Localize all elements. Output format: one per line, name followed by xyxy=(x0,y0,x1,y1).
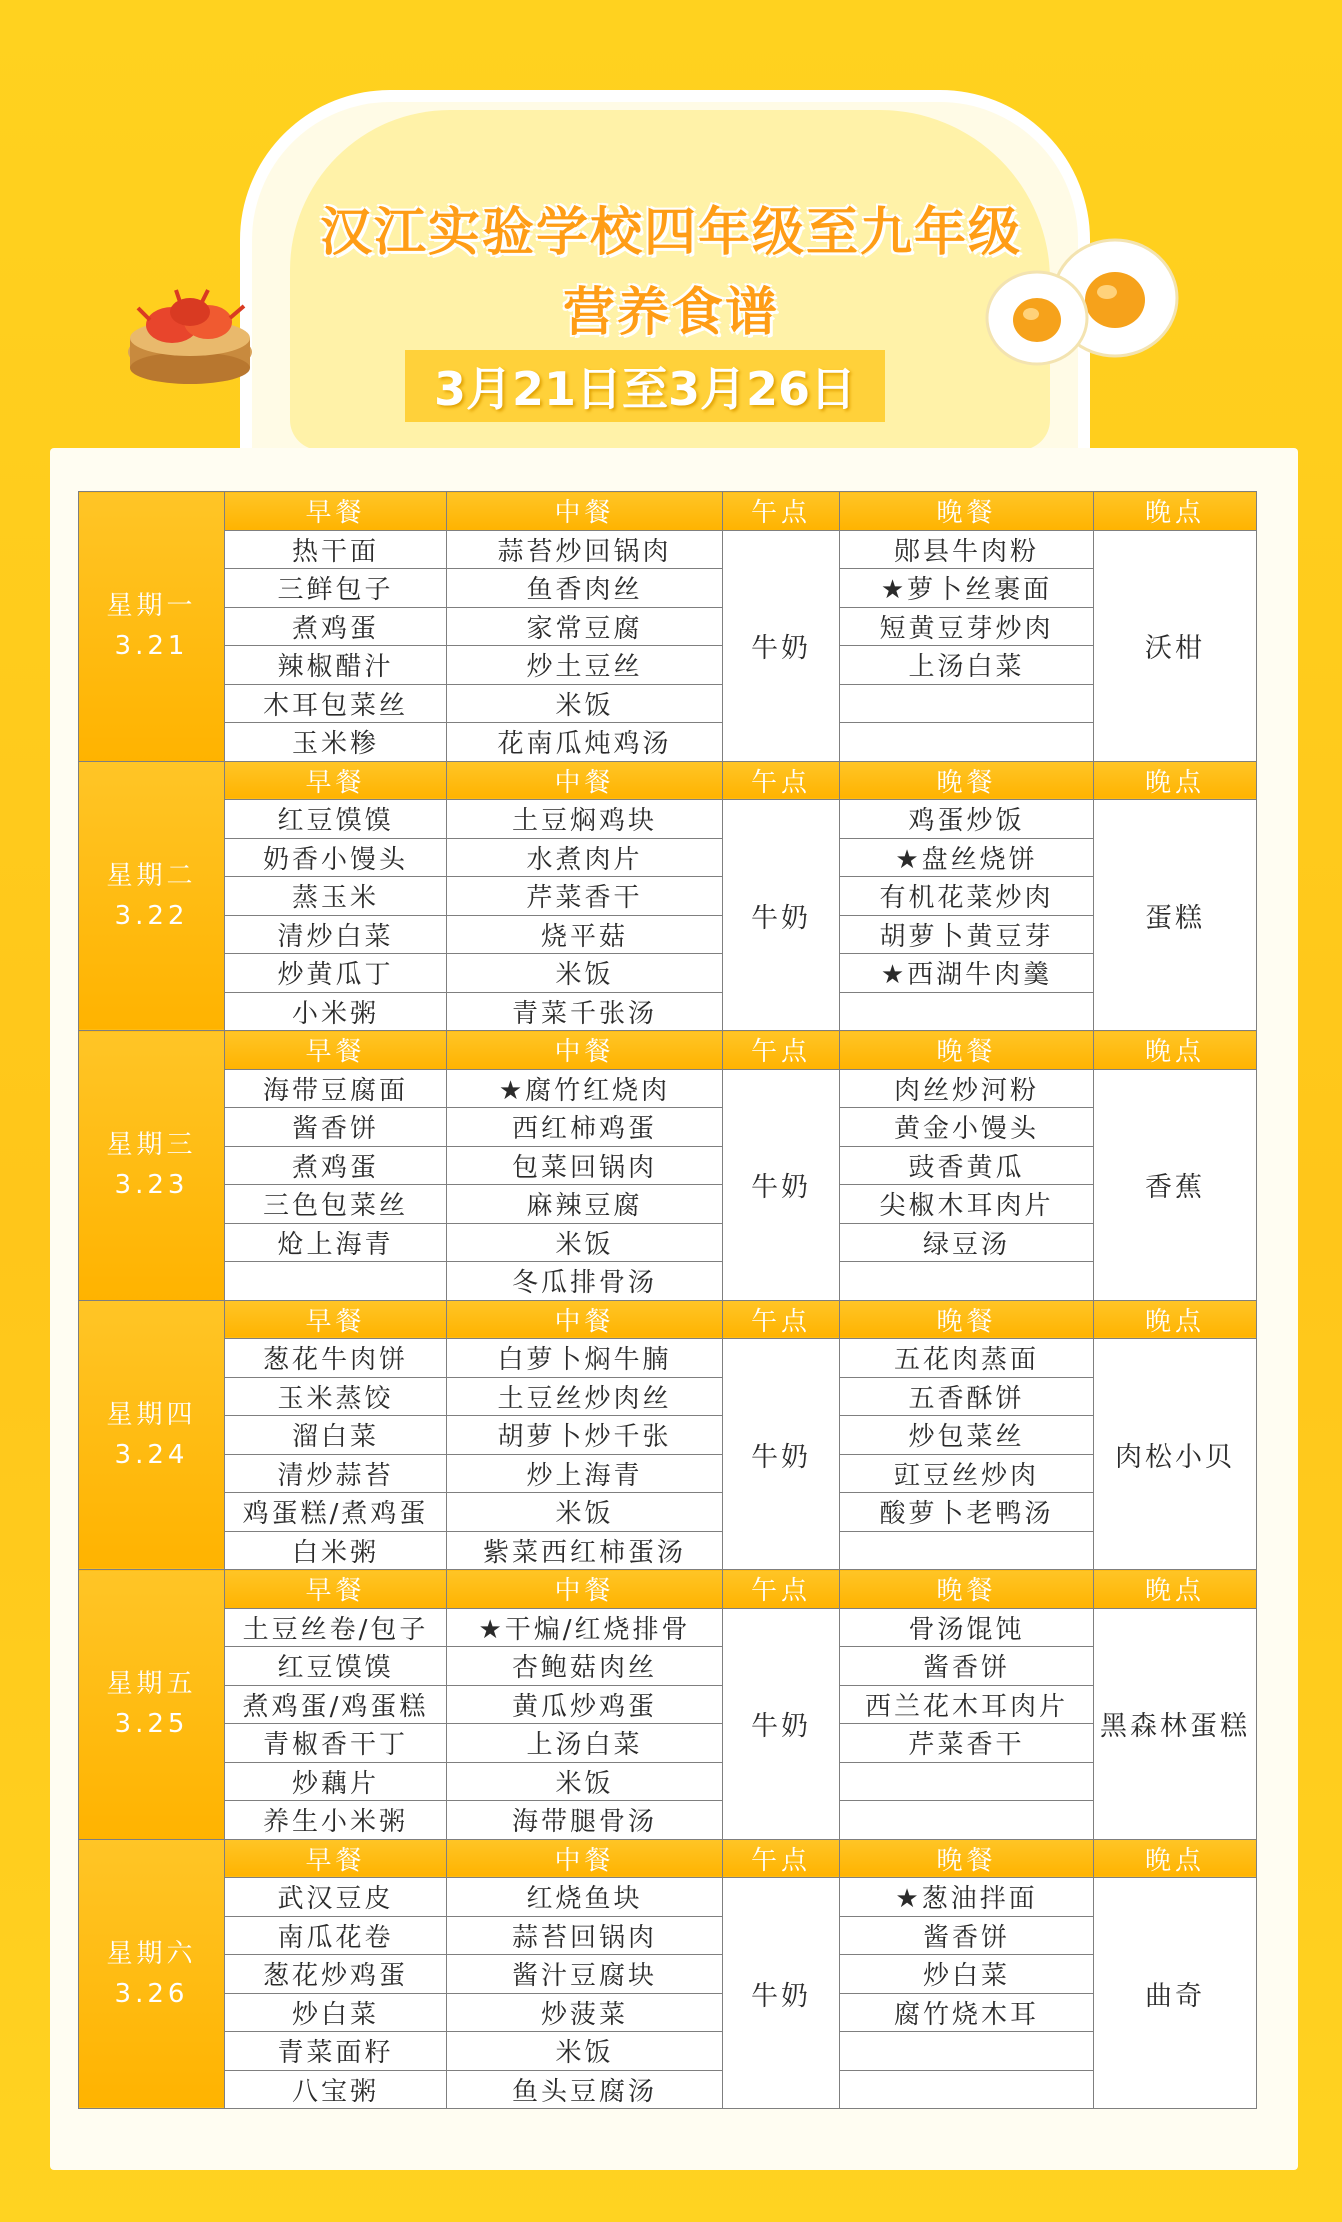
column-header: 早餐 xyxy=(225,1570,447,1609)
lunch-item: 白萝卜焖牛腩 xyxy=(447,1339,723,1378)
table-row xyxy=(79,1993,1257,2032)
table-row xyxy=(79,1454,1257,1493)
dinner-item xyxy=(840,992,1094,1031)
breakfast-item: 玉米糁 xyxy=(225,723,447,762)
dinner-item: 胡萝卜黄豆芽 xyxy=(840,915,1094,954)
breakfast-item: 煮鸡蛋/鸡蛋糕 xyxy=(225,1685,447,1724)
table-row xyxy=(79,1223,1257,1262)
dinner-item: 五香酥饼 xyxy=(840,1377,1094,1416)
breakfast-item: 木耳包菜丝 xyxy=(225,684,447,723)
lunch-item: 芹菜香干 xyxy=(447,877,723,916)
day-label xyxy=(79,1300,225,1570)
table-row xyxy=(79,1262,1257,1301)
column-header: 午点 xyxy=(723,492,840,531)
table-row xyxy=(79,1108,1257,1147)
table-row xyxy=(79,2070,1257,2109)
lunch-item: 土豆丝炒肉丝 xyxy=(447,1377,723,1416)
column-header: 午点 xyxy=(723,1031,840,1070)
weekday: 星期二 xyxy=(106,860,197,891)
night-snack: 肉松小贝 xyxy=(1094,1339,1257,1570)
table-row xyxy=(79,1647,1257,1686)
dinner-item: 炒白菜 xyxy=(840,1955,1094,1994)
breakfast-item: 热干面 xyxy=(225,530,447,569)
afternoon-snack: 牛奶 xyxy=(723,1608,840,1839)
table-row xyxy=(79,646,1257,685)
table-row xyxy=(79,838,1257,877)
column-header: 晚餐 xyxy=(840,761,1094,800)
lunch-item: 黄瓜炒鸡蛋 xyxy=(447,1685,723,1724)
afternoon-snack: 牛奶 xyxy=(723,1069,840,1300)
day-header-row xyxy=(79,1300,1257,1339)
lunch-item: ★干煸/红烧排骨 xyxy=(447,1608,723,1647)
weekday: 星期四 xyxy=(106,1399,197,1430)
lunch-item: 麻辣豆腐 xyxy=(447,1185,723,1224)
table-row xyxy=(79,2032,1257,2071)
night-snack: 蛋糕 xyxy=(1094,800,1257,1031)
dinner-item: 绿豆汤 xyxy=(840,1223,1094,1262)
day-header-row xyxy=(79,761,1257,800)
dinner-item: 西兰花木耳肉片 xyxy=(840,1685,1094,1724)
table-row xyxy=(79,915,1257,954)
lunch-item: 米饭 xyxy=(447,1493,723,1532)
lunch-item: 米饭 xyxy=(447,1762,723,1801)
weekday: 星期一 xyxy=(106,591,197,622)
column-header: 早餐 xyxy=(225,1031,447,1070)
breakfast-item: 辣椒醋汁 xyxy=(225,646,447,685)
breakfast-item: 南瓜花卷 xyxy=(225,1916,447,1955)
lunch-item: 上汤白菜 xyxy=(447,1724,723,1763)
breakfast-item: 煮鸡蛋 xyxy=(225,607,447,646)
table-row xyxy=(79,877,1257,916)
column-header: 中餐 xyxy=(447,761,723,800)
dinner-item: 鸡蛋炒饭 xyxy=(840,800,1094,839)
table-row xyxy=(79,1146,1257,1185)
night-snack: 黑森林蛋糕 xyxy=(1094,1608,1257,1839)
breakfast-item: 土豆丝卷/包子 xyxy=(225,1608,447,1647)
column-header: 午点 xyxy=(723,1300,840,1339)
lunch-item: 西红柿鸡蛋 xyxy=(447,1108,723,1147)
lunch-item: 炒上海青 xyxy=(447,1454,723,1493)
dinner-item: ★萝卜丝裹面 xyxy=(840,569,1094,608)
dinner-item: 酱香饼 xyxy=(840,1647,1094,1686)
menu-table xyxy=(78,491,1257,2109)
breakfast-item: 海带豆腐面 xyxy=(225,1069,447,1108)
column-header: 中餐 xyxy=(447,1300,723,1339)
column-header: 晚点 xyxy=(1094,1839,1257,1878)
dinner-item xyxy=(840,2070,1094,2109)
dinner-item: 酱香饼 xyxy=(840,1916,1094,1955)
lunch-item: 冬瓜排骨汤 xyxy=(447,1262,723,1301)
column-header: 晚餐 xyxy=(840,1570,1094,1609)
breakfast-item: 葱花炒鸡蛋 xyxy=(225,1955,447,1994)
lunch-item: 紫菜西红柿蛋汤 xyxy=(447,1531,723,1570)
column-header: 晚餐 xyxy=(840,492,1094,531)
column-header: 晚点 xyxy=(1094,492,1257,531)
dinner-item: 炒包菜丝 xyxy=(840,1416,1094,1455)
breakfast-item: 煮鸡蛋 xyxy=(225,1146,447,1185)
table-row xyxy=(79,992,1257,1031)
lunch-item: 鱼头豆腐汤 xyxy=(447,2070,723,2109)
dinner-item: ★西湖牛肉羹 xyxy=(840,954,1094,993)
breakfast-item: 红豆馍馍 xyxy=(225,800,447,839)
breakfast-item: 奶香小馒头 xyxy=(225,838,447,877)
table-row xyxy=(79,1416,1257,1455)
dinner-item: 黄金小馒头 xyxy=(840,1108,1094,1147)
lunch-item: 酱汁豆腐块 xyxy=(447,1955,723,1994)
day-label xyxy=(79,1839,225,2109)
lunch-item: 炒土豆丝 xyxy=(447,646,723,685)
breakfast-item: 炝上海青 xyxy=(225,1223,447,1262)
breakfast-item: 酱香饼 xyxy=(225,1108,447,1147)
table-row xyxy=(79,1916,1257,1955)
breakfast-item: 蒸玉米 xyxy=(225,877,447,916)
lunch-item: 米饭 xyxy=(447,2032,723,2071)
dinner-item: ★葱油拌面 xyxy=(840,1878,1094,1917)
date: 3.24 xyxy=(114,1439,189,1470)
day-header-row xyxy=(79,1031,1257,1070)
date-range-banner: 3月21日至3月26日 xyxy=(405,350,885,422)
dinner-item: ★盘丝烧饼 xyxy=(840,838,1094,877)
night-snack: 沃柑 xyxy=(1094,530,1257,761)
table-row xyxy=(79,1339,1257,1378)
day-label xyxy=(79,492,225,762)
lunch-item: 青菜千张汤 xyxy=(447,992,723,1031)
column-header: 晚点 xyxy=(1094,1031,1257,1070)
column-header: 早餐 xyxy=(225,1839,447,1878)
afternoon-snack: 牛奶 xyxy=(723,530,840,761)
dinner-item: 腐竹烧木耳 xyxy=(840,1993,1094,2032)
breakfast-item: 小米粥 xyxy=(225,992,447,1031)
table-row xyxy=(79,723,1257,762)
column-header: 晚餐 xyxy=(840,1300,1094,1339)
weekday: 星期五 xyxy=(106,1669,197,1700)
table-row xyxy=(79,1762,1257,1801)
lunch-item: 蒜苔炒回锅肉 xyxy=(447,530,723,569)
breakfast-item: 武汉豆皮 xyxy=(225,1878,447,1917)
weekday: 星期六 xyxy=(106,1938,197,1969)
table-row xyxy=(79,1069,1257,1108)
breakfast-item: 三色包菜丝 xyxy=(225,1185,447,1224)
afternoon-snack: 牛奶 xyxy=(723,1878,840,2109)
column-header: 早餐 xyxy=(225,761,447,800)
table-row xyxy=(79,1493,1257,1532)
column-header: 晚点 xyxy=(1094,761,1257,800)
dinner-item xyxy=(840,2032,1094,2071)
lunch-item: 蒜苔回锅肉 xyxy=(447,1916,723,1955)
column-header: 中餐 xyxy=(447,492,723,531)
date: 3.25 xyxy=(114,1709,189,1740)
breakfast-item: 炒藕片 xyxy=(225,1762,447,1801)
dinner-item: 短黄豆芽炒肉 xyxy=(840,607,1094,646)
dinner-item: 骨汤馄饨 xyxy=(840,1608,1094,1647)
breakfast-item: 葱花牛肉饼 xyxy=(225,1339,447,1378)
table-row xyxy=(79,1955,1257,1994)
lunch-item: 土豆焖鸡块 xyxy=(447,800,723,839)
table-row xyxy=(79,1878,1257,1917)
lunch-item: 家常豆腐 xyxy=(447,607,723,646)
lunch-item: 米饭 xyxy=(447,684,723,723)
lunch-item: 炒菠菜 xyxy=(447,1993,723,2032)
dinner-item: 肉丝炒河粉 xyxy=(840,1069,1094,1108)
night-snack: 香蕉 xyxy=(1094,1069,1257,1300)
page-title: 汉江实验学校四年级至九年级 xyxy=(319,203,1022,263)
column-header: 早餐 xyxy=(225,1300,447,1339)
breakfast-item: 清炒蒜苔 xyxy=(225,1454,447,1493)
table-row xyxy=(79,607,1257,646)
table-row xyxy=(79,569,1257,608)
column-header: 午点 xyxy=(723,1839,840,1878)
dinner-item xyxy=(840,1762,1094,1801)
breakfast-item: 玉米蒸饺 xyxy=(225,1377,447,1416)
table-row xyxy=(79,1377,1257,1416)
column-header: 中餐 xyxy=(447,1570,723,1609)
dinner-item xyxy=(840,1262,1094,1301)
column-header: 中餐 xyxy=(447,1031,723,1070)
dinner-item: 上汤白菜 xyxy=(840,646,1094,685)
table-row xyxy=(79,1685,1257,1724)
afternoon-snack: 牛奶 xyxy=(723,1339,840,1570)
table-row xyxy=(79,1531,1257,1570)
day-header-row xyxy=(79,492,1257,531)
day-label xyxy=(79,1570,225,1840)
lunch-item: 胡萝卜炒千张 xyxy=(447,1416,723,1455)
lunch-item: ★腐竹红烧肉 xyxy=(447,1069,723,1108)
date: 3.26 xyxy=(114,1978,189,2009)
lunch-item: 水煮肉片 xyxy=(447,838,723,877)
date: 3.22 xyxy=(114,900,189,931)
dinner-item xyxy=(840,723,1094,762)
column-header: 午点 xyxy=(723,761,840,800)
table-row xyxy=(79,800,1257,839)
lunch-item: 包菜回锅肉 xyxy=(447,1146,723,1185)
table-row xyxy=(79,684,1257,723)
lunch-item: 杏鲍菇肉丝 xyxy=(447,1647,723,1686)
breakfast-item: 清炒白菜 xyxy=(225,915,447,954)
dinner-item: 芹菜香干 xyxy=(840,1724,1094,1763)
breakfast-item xyxy=(225,1262,447,1301)
dinner-item: 五花肉蒸面 xyxy=(840,1339,1094,1378)
lunch-item: 米饭 xyxy=(447,954,723,993)
column-header: 早餐 xyxy=(225,492,447,531)
lunch-item: 花南瓜炖鸡汤 xyxy=(447,723,723,762)
breakfast-item: 红豆馍馍 xyxy=(225,1647,447,1686)
night-snack: 曲奇 xyxy=(1094,1878,1257,2109)
column-header: 中餐 xyxy=(447,1839,723,1878)
table-row xyxy=(79,1185,1257,1224)
dinner-item xyxy=(840,1531,1094,1570)
breakfast-item: 青椒香干丁 xyxy=(225,1724,447,1763)
dinner-item xyxy=(840,684,1094,723)
table-row xyxy=(79,1801,1257,1840)
lunch-item: 米饭 xyxy=(447,1223,723,1262)
breakfast-item: 白米粥 xyxy=(225,1531,447,1570)
column-header: 午点 xyxy=(723,1570,840,1609)
day-label xyxy=(79,761,225,1031)
breakfast-item: 鸡蛋糕/煮鸡蛋 xyxy=(225,1493,447,1532)
dinner-item: 酸萝卜老鸭汤 xyxy=(840,1493,1094,1532)
table-row xyxy=(79,1608,1257,1647)
lunch-item: 海带腿骨汤 xyxy=(447,1801,723,1840)
table-row xyxy=(79,1724,1257,1763)
dinner-item: 郧县牛肉粉 xyxy=(840,530,1094,569)
breakfast-item: 炒白菜 xyxy=(225,1993,447,2032)
date: 3.23 xyxy=(114,1170,189,1201)
breakfast-item: 三鲜包子 xyxy=(225,569,447,608)
lunch-item: 烧平菇 xyxy=(447,915,723,954)
afternoon-snack: 牛奶 xyxy=(723,800,840,1031)
page-subtitle: 营养食谱 xyxy=(562,283,779,343)
table-row xyxy=(79,530,1257,569)
breakfast-item: 八宝粥 xyxy=(225,2070,447,2109)
day-header-row xyxy=(79,1570,1257,1609)
table-row xyxy=(79,954,1257,993)
breakfast-item: 养生小米粥 xyxy=(225,1801,447,1840)
breakfast-item: 溜白菜 xyxy=(225,1416,447,1455)
day-label xyxy=(79,1031,225,1301)
column-header: 晚点 xyxy=(1094,1300,1257,1339)
lunch-item: 红烧鱼块 xyxy=(447,1878,723,1917)
column-header: 晚餐 xyxy=(840,1839,1094,1878)
dinner-item: 豉香黄瓜 xyxy=(840,1146,1094,1185)
dinner-item: 尖椒木耳肉片 xyxy=(840,1185,1094,1224)
lunch-item: 鱼香肉丝 xyxy=(447,569,723,608)
date: 3.21 xyxy=(114,631,189,662)
breakfast-item: 炒黄瓜丁 xyxy=(225,954,447,993)
dinner-item: 豇豆丝炒肉 xyxy=(840,1454,1094,1493)
dinner-item: 有机花菜炒肉 xyxy=(840,877,1094,916)
column-header: 晚点 xyxy=(1094,1570,1257,1609)
column-header: 晚餐 xyxy=(840,1031,1094,1070)
day-header-row xyxy=(79,1839,1257,1878)
dinner-item xyxy=(840,1801,1094,1840)
weekday: 星期三 xyxy=(106,1130,197,1161)
breakfast-item: 青菜面籽 xyxy=(225,2032,447,2071)
